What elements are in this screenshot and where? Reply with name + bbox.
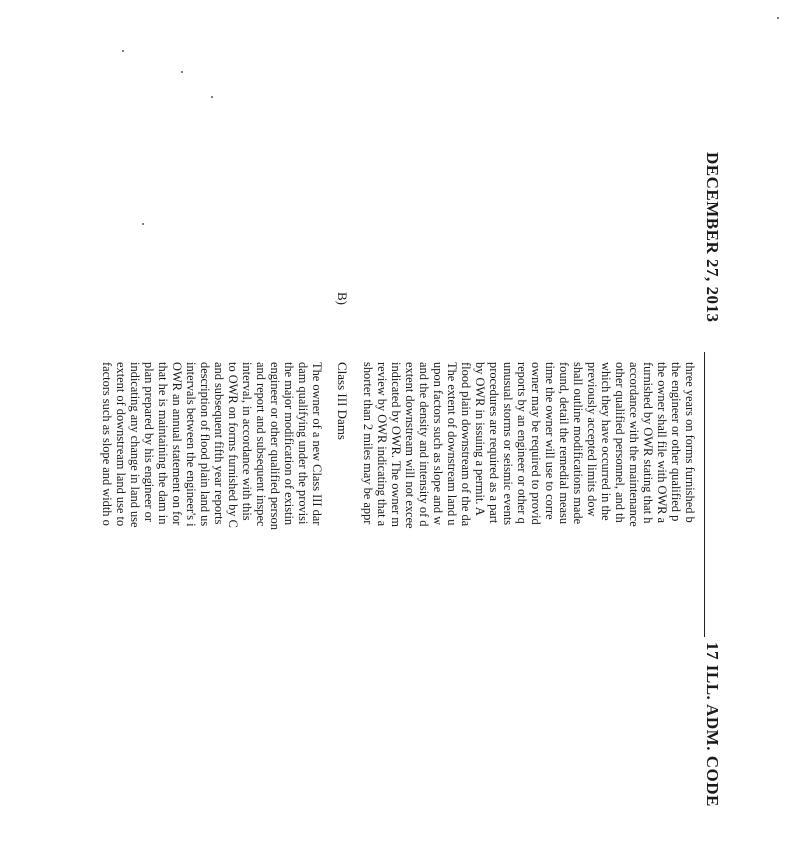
- text-line: time the owner will use to corre: [543, 362, 557, 520]
- text-line: and subsequent fifth year reports: [212, 362, 226, 525]
- text-line: The owner of a new Class III dar: [310, 362, 324, 526]
- text-line: the engineer or other qualified p: [669, 362, 683, 522]
- lower-paragraph-lines: [99, 362, 323, 530]
- text-line: furnished by OWR stating that h: [641, 362, 655, 524]
- text-line: shorter than 2 miles may be appr: [361, 362, 375, 525]
- text-line: procedures are required as a part: [487, 362, 501, 524]
- text-line: found, detail the remedial measu: [557, 362, 571, 525]
- scan-speck: [142, 223, 144, 225]
- text-line: interval, in accordance with this: [240, 362, 254, 521]
- text-line: owner may be required to provid: [529, 362, 543, 525]
- text-line: extent of downstream land use to: [114, 362, 128, 527]
- text-line: upon factors such as slope and w: [431, 362, 445, 526]
- text-line: that he is maintaining the dam in: [156, 362, 170, 525]
- text-line: which they have occurred in the: [599, 362, 613, 521]
- text-line: and the density and intensity of d: [417, 362, 431, 527]
- text-line: accordance with the maintenance: [627, 362, 641, 527]
- scan-speck: [181, 71, 183, 73]
- text-line: previously accepted limits dow: [585, 362, 599, 517]
- scan-speck: [777, 17, 779, 19]
- text-line: shall outline modifications made: [571, 362, 585, 525]
- text-line: indicating any change in land use: [128, 362, 142, 528]
- upper-paragraph-lines: [360, 362, 696, 529]
- text-line: OWR an annual statement on for: [170, 362, 184, 526]
- text-line: by OWR in issuing a permit. A: [473, 362, 487, 516]
- text-line: the major modification of existin: [282, 362, 296, 526]
- scan-speck: [211, 96, 213, 98]
- running-header: [702, 152, 722, 852]
- text-line: plan prepared by his engineer or: [142, 362, 156, 522]
- text-line: flood plain downstream of the da: [459, 362, 473, 527]
- header-rule: [704, 352, 705, 637]
- text-line: dam qualifying under the provisi: [296, 362, 310, 525]
- text-line: three years on forms furnished b: [683, 362, 697, 523]
- header-date: DECEMBER 27, 2013: [703, 152, 722, 323]
- text-line: other qualified personnel, and th: [613, 362, 627, 523]
- text-line: and report and subsequent inspec: [254, 362, 268, 527]
- text-line: indicated by OWR. The owner m: [389, 362, 403, 527]
- text-line: reports by an engineer or other q: [515, 362, 529, 524]
- text-line: the owner shall file with OWR a: [655, 362, 669, 524]
- text-line: description of flood plain land us: [198, 362, 212, 527]
- text-line: engineer or other qualified person: [268, 362, 282, 530]
- text-line: factors such as slope and width o: [100, 362, 114, 526]
- scan-speck: [122, 50, 124, 52]
- text-line: The extent of downstream land u: [445, 362, 459, 526]
- text-line: review by OWR indicating that a: [375, 362, 389, 527]
- text-line: intervals between the engineer's i: [184, 362, 198, 527]
- text-line: extent downstream will not excee: [403, 362, 417, 529]
- text-line: unusual storms or seismic events: [501, 362, 515, 526]
- text-line: to OWR on forms furnished by C: [226, 362, 240, 528]
- header-code: 17 ILL. ADM. CODE: [703, 642, 722, 807]
